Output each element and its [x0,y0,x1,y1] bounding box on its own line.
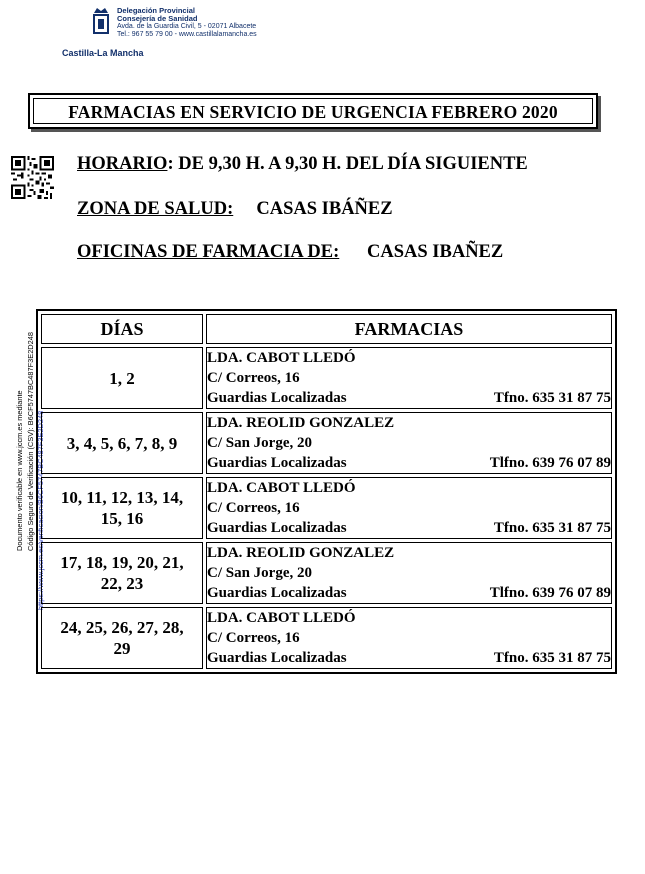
days-cell [41,477,203,539]
pharmacy-address: C/ San Jorge, 20 [207,435,312,451]
header-line-4: Tel.: 967 55 79 00 - www.castillalamancha.es [117,31,257,38]
page-title: FARMACIAS EN SERVICIO DE URGENCIA FEBRERO 2020 [68,102,558,122]
pharmacy-address: C/ Correos, 16 [207,630,300,646]
guard-type: Guardias Localizadas [207,585,347,601]
pharmacy-name: LDA. CABOT LLEDÓ [207,350,356,366]
table-row [41,477,612,539]
days-text: 15, 16 [100,509,144,528]
pharmacy-phone: Tlfno. 639 76 07 89 [489,455,611,471]
pharmacy-contact [207,583,611,603]
days-text: 1, 2 [109,368,135,388]
title-box [28,93,598,129]
pharmacy-phone: Tfno. 635 31 87 75 [493,650,611,666]
pharmacy-address: C/ Correos, 16 [207,370,300,386]
header-line-2: Consejería de Sanidad [117,14,198,23]
pharmacy-cell [206,477,612,539]
table-row [41,542,612,604]
days-text: 3, 4, 5, 6, 7, 8, 9 [66,433,178,453]
pharmacy-contact [207,648,611,668]
pharmacy-contact [207,518,611,538]
pharmacy-name: LDA. CABOT LLEDÓ [207,610,356,626]
pharmacy-cell [206,347,612,409]
pharmacy-address: C/ Correos, 16 [207,500,300,516]
horario-value: : DE 9,30 H. A 9,30 H. DEL DÍA SIGUIENTE [167,154,528,174]
verification-line-2: Código Seguro de Verificación (CSV): B6CF5747BC487F3E2D248 [26,332,35,551]
table-row [41,607,612,669]
days-cell [41,607,203,669]
days-text: 17, 18, 19, 20, 21, [60,553,184,572]
pharmacy-name: LDA. REOLID GONZALEZ [207,415,395,431]
pharmacy-phone: Tfno. 635 31 87 75 [493,520,611,536]
brand-name: Castilla-La Mancha [62,48,144,58]
days-text: 29 [113,639,131,658]
pharmacy-schedule-table [36,309,617,674]
verification-note [14,332,36,551]
pharmacy-name: LDA. REOLID GONZALEZ [207,545,395,561]
zona-line [77,199,393,220]
table-row [41,412,612,474]
header-line-1: Delegación Provincial [117,6,195,15]
days-text: 22, 23 [100,574,144,593]
pharmacy-name: LDA. CABOT LLEDÓ [207,480,356,496]
pharmacy-phone: Tlfno. 639 76 07 89 [489,585,611,601]
pharmacy-cell [206,542,612,604]
horario-line [77,154,528,175]
pharmacy-cell [206,607,612,669]
table-row [41,347,612,409]
days-text: 24, 25, 26, 27, 28, [60,618,184,637]
pharmacy-contact [207,388,611,408]
oficinas-line [77,242,503,263]
header-line-3: Avda. de la Guardia Civil, 5 - 02071 Albacete [117,23,257,30]
verification-line-1: Documento verificable en www.jccm.es mediante [15,390,24,551]
days-cell [41,412,203,474]
pharmacy-phone: Tfno. 635 31 87 75 [493,390,611,406]
days-cell [41,542,203,604]
pharmacy-cell [206,412,612,474]
horario-label: HORARIO [77,154,168,174]
header-address [117,7,257,39]
zona-label: ZONA DE SALUD: [77,199,234,219]
days-cell [41,347,203,409]
guard-type: Guardias Localizadas [207,650,347,666]
pharmacy-contact [207,453,611,473]
guard-type: Guardias Localizadas [207,520,347,536]
coat-of-arms-icon [90,6,112,36]
verification-link[interactable]: https://www.jccm.es/verificacion/B6CF5747BC487F3E2D248 [36,410,45,610]
table-header-row [41,314,612,344]
zona-value: CASAS IBÁÑEZ [256,199,393,219]
column-header-pharmacies: FARMACIAS [206,314,612,344]
pharmacy-address: C/ San Jorge, 20 [207,565,312,581]
guard-type: Guardias Localizadas [207,455,347,471]
qr-code-icon [11,156,54,199]
guard-type: Guardias Localizadas [207,390,347,406]
column-header-days: DÍAS [41,314,203,344]
oficinas-value: CASAS IBAÑEZ [367,242,504,262]
oficinas-label: OFICINAS DE FARMACIA DE: [77,242,340,262]
days-text: 10, 11, 12, 13, 14, [60,488,184,507]
